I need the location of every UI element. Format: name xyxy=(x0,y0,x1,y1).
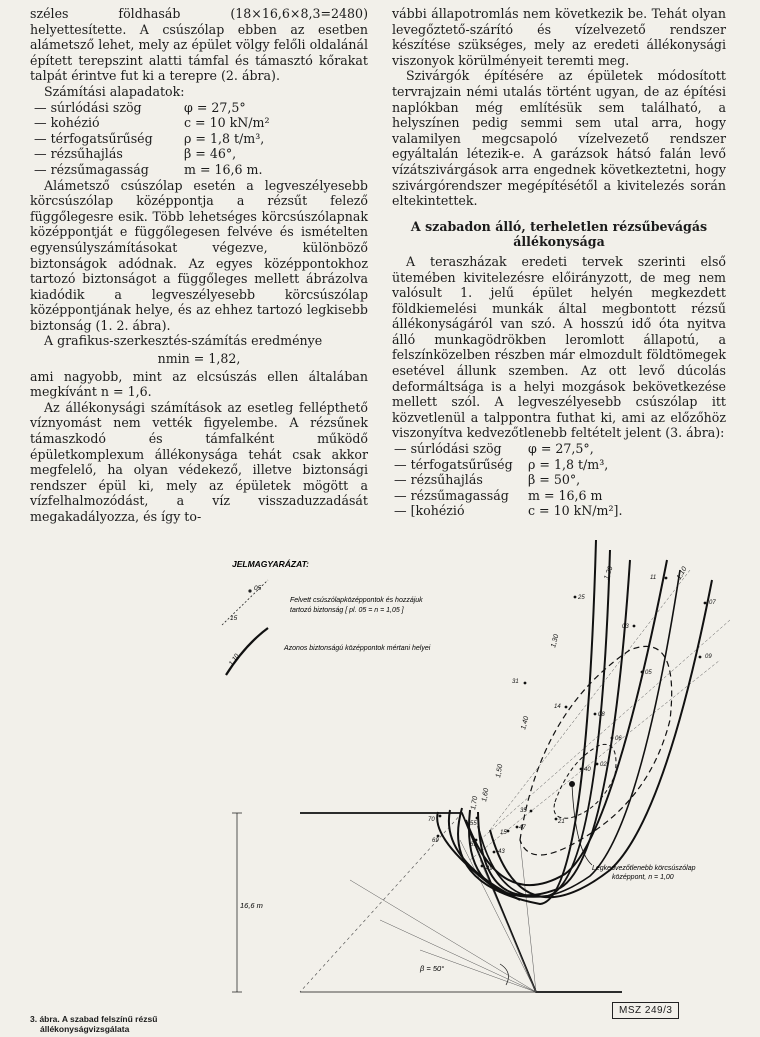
param-row: — súrlódási szög φ = 27,5°, xyxy=(394,441,594,457)
contour-1-10 xyxy=(466,560,667,885)
param-row: — rézsűhajlás β = 50°, xyxy=(394,472,581,488)
slope-profile xyxy=(300,813,622,992)
svg-text:1,10: 1,10 xyxy=(675,565,689,581)
param-row: — térfogatsűrűség ρ = 1,8 t/m³, xyxy=(394,456,609,472)
section-heading: A szabadon álló, terheletlen rézsűbevágás állékonysága xyxy=(410,218,708,250)
svg-text:09: 09 xyxy=(705,654,712,660)
angle-label: β = 50° xyxy=(420,964,445,973)
height-label: 16,6 m xyxy=(240,901,263,910)
legend-item-1-line1: Felvett csúszólapközéppontok és hozzájuk xyxy=(290,597,423,604)
svg-text:21: 21 xyxy=(558,819,565,825)
legend-sample-point-2: 15 xyxy=(230,615,238,622)
standard-stamp: MSZ 249/3 xyxy=(612,1002,679,1019)
contour-labels xyxy=(470,565,689,810)
left-paragraph-4: ami nagyobb, mint az elcsúszás ellen általában megkívánt n = 1,6. xyxy=(30,368,368,400)
svg-text:31: 31 xyxy=(512,679,519,685)
svg-text:1,60: 1,60 xyxy=(481,787,491,803)
param-row: — rézsűhajlás β = 46°, xyxy=(34,146,237,162)
svg-text:14: 14 xyxy=(554,704,561,710)
legend-title: JELMAGYARÁZAT: xyxy=(232,559,309,569)
svg-text:25: 25 xyxy=(578,595,585,601)
figure-caption xyxy=(30,1014,230,1034)
svg-text:1,70: 1,70 xyxy=(470,795,480,811)
svg-text:61: 61 xyxy=(470,842,477,848)
legend-sample-curve: 1,10 xyxy=(227,652,241,668)
left-paragraph-5: Az állékonysági számítások az esetleg fellépthető víznyomást nem vették figyelembe. A rézsűnek támaszkodó és támfalként működő épületkomplexum állékonysága tehát csak akkor megfelelő, ha olyan védekező, illetve biztonsági rendszer épül ki, mely az épületek mögött a vízfelhalmozódást, a víz visszaduzzadását megakadályozza, és így to- xyxy=(30,399,368,524)
right-paragraph-3: A teraszházak eredeti tervek szerinti első ütemében kivitelezésre előirányzott, de meg nem valósult 1. jelű épület helyén megkezdett földkiemelési munkák által megbontott rézsű állékonyságáról van szó. A hosszú idő óta nyitva álló munkagödrökben leromlott állapotú, a felszínközelben részben már elmozdult földtömegek esetével állunk szemben. Az ott levő dúcolás deformáltsága is a helyi mozgások bekövetkezése mellett szól. A legveszélyesebb csúszólap itt közvetlenül a talppontra futhat ki, ami az előzőhöz viszonyítva kedvezőtlenebb feltételt jelent (3. ábra): xyxy=(392,253,726,441)
legend-item-2: Azonos biztonságú középpontok mértani helyei xyxy=(284,645,431,652)
left-paragraph-2: Alámetsző csúszólap esetén a legveszélyesebb körcsúszólap középpontja a rézsűt felező függőlegesre esik. Több lehetséges körcsúszólapnak középpontját e függőlegesen felvéve és ismételten egyensúlyszámításokat végezve, különböző biztonságok adódnak. Az egyes középpontokhoz tartozó biztonságot a függőleges mellett ábrázolva kiadódik a legveszélyesebb körcsúszólap középpontjának helye, és az ehhez tartozó legkisebb biztonság (1. 2. ábra). xyxy=(30,177,368,333)
center-points xyxy=(428,575,716,872)
left-paragraph-1: széles földhasáb (18×16,6×8,3=2480) helyettesítette. A csúszólap ebben az esetben alámetsző lehet, mely az épület völgy felőli oldalánál épített terepszint alatti támfal és támasztó kőrakat talpát érintve fut ki a terepre (2. ábra). xyxy=(30,6,368,84)
right-column xyxy=(392,6,726,519)
svg-text:70: 70 xyxy=(428,817,435,823)
svg-text:1,20: 1,20 xyxy=(603,565,615,581)
param-row: — rézsűmagasság m = 16,6 m. xyxy=(34,161,263,177)
svg-text:69: 69 xyxy=(432,838,439,844)
right-paragraph-2: Szivárgók építésére az épületek módosított tervrajzain némi utalás történt ugyan, de az építési naplókban még említésük sem található, a helyszínen pedig semmi sem utal arra, hogy valamilyen megcsapoló vízelvezető rendszer egyáltalán létezik-e. A garázsok hátsó falán levő vízátszivárgások arra engednek következtetni, hogy szivárgórendszer megépítésétől a kivitelezés során eltekintettek. xyxy=(392,68,726,209)
svg-text:1,40: 1,40 xyxy=(520,715,531,731)
legend-point-icon xyxy=(248,589,251,592)
right-params-list xyxy=(392,441,726,519)
contour-1-20 xyxy=(490,580,712,897)
svg-text:08: 08 xyxy=(598,712,605,718)
svg-text:02: 02 xyxy=(600,762,607,768)
svg-text:06: 06 xyxy=(615,736,622,742)
equation: nmin = 1,82, xyxy=(157,351,241,367)
min-center-label-1: Legkedvezőtlenebb körcsúszólap xyxy=(592,865,696,872)
slope-stability-figure xyxy=(0,540,760,1010)
caption-line-1: 3. ábra. A szabad felszínű rézsű xyxy=(30,1014,158,1024)
left-params-list xyxy=(30,100,368,178)
right-paragraph-1: vábbi állapotromlás nem következik be. Tehát olyan levegőztető-szárító és vízelvezető rendszer készítése szükséges, mely az eredeti állékonysági viszonyok körülményeit teremti meg. xyxy=(392,6,726,68)
left-column xyxy=(30,6,368,525)
legend-sample-point: 05 xyxy=(254,585,262,592)
param-row: — súrlódási szög φ = 27,5° xyxy=(34,99,246,115)
svg-text:15: 15 xyxy=(500,830,507,836)
svg-text:40: 40 xyxy=(584,767,591,773)
inner-dashed-contour xyxy=(520,646,672,855)
svg-text:43: 43 xyxy=(498,849,505,855)
caption-line-2: állékonyságvizsgálata xyxy=(40,1024,130,1034)
param-row: — [kohézió c = 10 kN/m²]. xyxy=(394,503,623,519)
svg-text:1,30: 1,30 xyxy=(550,633,561,649)
param-row: — kohézió c = 10 kN/m² xyxy=(34,115,270,131)
svg-text:55: 55 xyxy=(470,821,477,827)
legend-curve-icon xyxy=(226,628,268,675)
params-title: Számítási alapadatok: xyxy=(44,83,185,99)
svg-text:35: 35 xyxy=(520,808,527,814)
svg-text:07: 07 xyxy=(709,600,716,606)
svg-text:1,50: 1,50 xyxy=(495,763,505,779)
param-row: — rézsűmagasság m = 16,6 m xyxy=(394,487,603,503)
svg-text:49: 49 xyxy=(486,866,493,872)
svg-text:47: 47 xyxy=(519,825,526,831)
svg-text:11: 11 xyxy=(650,575,657,581)
param-row: — térfogatsűrűség ρ = 1,8 t/m³, xyxy=(34,130,265,146)
min-center-label-2: középpont, n = 1,00 xyxy=(612,874,674,881)
svg-text:03: 03 xyxy=(622,624,629,630)
svg-text:05: 05 xyxy=(645,670,652,676)
inner-dashed-contour-2 xyxy=(554,744,616,818)
legend-item-1-line2: tartozó biztonság [ pl. 05 = n = 1,05 ] xyxy=(290,607,404,614)
left-paragraph-3: A grafikus-szerkesztés-számítás eredménye xyxy=(44,333,323,349)
